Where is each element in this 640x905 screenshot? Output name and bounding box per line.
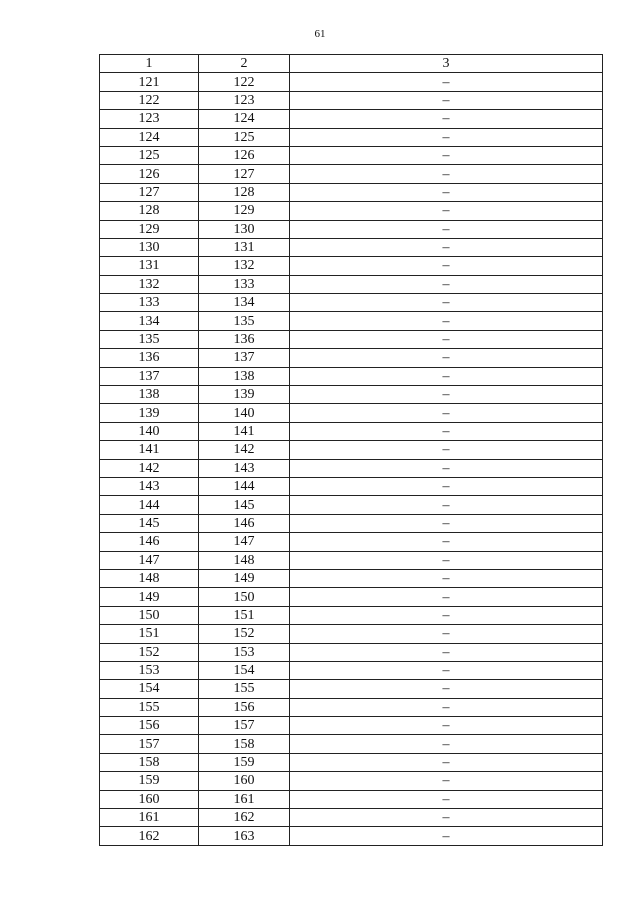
table-cell-col-1: 151 — [100, 625, 199, 643]
table-cell-col-3: – — [290, 551, 603, 569]
table-cell-col-1: 145 — [100, 514, 199, 532]
table-cell-col-3: – — [290, 422, 603, 440]
table-row — [100, 753, 603, 771]
table-row — [100, 496, 603, 514]
table-row — [100, 790, 603, 808]
column-header-2: 2 — [199, 55, 290, 73]
table-body — [100, 73, 603, 845]
table-cell-col-3: – — [290, 809, 603, 827]
table-row — [100, 827, 603, 845]
table-cell-col-3: – — [290, 753, 603, 771]
table-row — [100, 220, 603, 238]
table-cell-col-2: 128 — [199, 183, 290, 201]
table-cell-col-1: 161 — [100, 809, 199, 827]
table-cell-col-3: – — [290, 717, 603, 735]
table-cell-col-2: 143 — [199, 459, 290, 477]
table-row — [100, 643, 603, 661]
table-cell-col-1: 141 — [100, 441, 199, 459]
table-cell-col-3: – — [290, 827, 603, 845]
table-cell-col-1: 143 — [100, 477, 199, 495]
table-cell-col-2: 134 — [199, 294, 290, 312]
table-cell-col-1: 153 — [100, 661, 199, 679]
table-cell-col-3: – — [290, 588, 603, 606]
table-cell-col-1: 154 — [100, 680, 199, 698]
table-cell-col-3: – — [290, 661, 603, 679]
table-cell-col-3: – — [290, 606, 603, 624]
table-cell-col-2: 159 — [199, 753, 290, 771]
table-row — [100, 312, 603, 330]
table-cell-col-3: – — [290, 275, 603, 293]
table-cell-col-3: – — [290, 183, 603, 201]
table-cell-col-1: 132 — [100, 275, 199, 293]
table-cell-col-3: – — [290, 643, 603, 661]
table-cell-col-1: 146 — [100, 533, 199, 551]
table-cell-col-1: 131 — [100, 257, 199, 275]
table-cell-col-2: 149 — [199, 569, 290, 587]
table-cell-col-1: 149 — [100, 588, 199, 606]
table-header-row — [100, 55, 603, 73]
table-cell-col-2: 141 — [199, 422, 290, 440]
table-cell-col-3: – — [290, 91, 603, 109]
table-row — [100, 257, 603, 275]
table-cell-col-2: 160 — [199, 772, 290, 790]
table-cell-col-1: 124 — [100, 128, 199, 146]
table-cell-col-2: 162 — [199, 809, 290, 827]
table-row — [100, 698, 603, 716]
table-row — [100, 294, 603, 312]
table-row — [100, 330, 603, 348]
table-cell-col-2: 146 — [199, 514, 290, 532]
table-cell-col-3: – — [290, 680, 603, 698]
table-cell-col-2: 156 — [199, 698, 290, 716]
table-cell-col-2: 135 — [199, 312, 290, 330]
table-cell-col-3: – — [290, 514, 603, 532]
table-cell-col-3: – — [290, 625, 603, 643]
table-row — [100, 514, 603, 532]
table-cell-col-3: – — [290, 569, 603, 587]
table-cell-col-2: 137 — [199, 349, 290, 367]
table-row — [100, 73, 603, 91]
table-row — [100, 625, 603, 643]
table-cell-col-1: 155 — [100, 698, 199, 716]
table-cell-col-1: 156 — [100, 717, 199, 735]
table-cell-col-1: 127 — [100, 183, 199, 201]
table-cell-col-1: 134 — [100, 312, 199, 330]
table-cell-col-1: 128 — [100, 202, 199, 220]
table-cell-col-1: 135 — [100, 330, 199, 348]
table-cell-col-3: – — [290, 165, 603, 183]
table-cell-col-1: 152 — [100, 643, 199, 661]
table-row — [100, 238, 603, 256]
table-cell-col-1: 148 — [100, 569, 199, 587]
table-row — [100, 441, 603, 459]
table-cell-col-1: 121 — [100, 73, 199, 91]
table-cell-col-1: 136 — [100, 349, 199, 367]
table-cell-col-2: 163 — [199, 827, 290, 845]
table-cell-col-3: – — [290, 698, 603, 716]
column-header-1: 1 — [100, 55, 199, 73]
table-cell-col-3: – — [290, 404, 603, 422]
table-cell-col-1: 126 — [100, 165, 199, 183]
column-header-3: 3 — [290, 55, 603, 73]
table-cell-col-1: 138 — [100, 386, 199, 404]
table-row — [100, 110, 603, 128]
table-cell-col-3: – — [290, 367, 603, 385]
table-row — [100, 680, 603, 698]
table-row — [100, 735, 603, 753]
table-cell-col-1: 140 — [100, 422, 199, 440]
table-cell-col-3: – — [290, 790, 603, 808]
table-cell-col-3: – — [290, 294, 603, 312]
table-row — [100, 717, 603, 735]
table-cell-col-2: 130 — [199, 220, 290, 238]
table-cell-col-2: 123 — [199, 91, 290, 109]
table-cell-col-2: 136 — [199, 330, 290, 348]
table-cell-col-2: 154 — [199, 661, 290, 679]
table-cell-col-2: 144 — [199, 477, 290, 495]
table-row — [100, 367, 603, 385]
table-cell-col-1: 133 — [100, 294, 199, 312]
table-cell-col-1: 147 — [100, 551, 199, 569]
table-row — [100, 569, 603, 587]
table-cell-col-2: 126 — [199, 146, 290, 164]
table-cell-col-3: – — [290, 312, 603, 330]
table-cell-col-1: 162 — [100, 827, 199, 845]
table-cell-col-2: 139 — [199, 386, 290, 404]
table-row — [100, 386, 603, 404]
table-cell-col-3: – — [290, 238, 603, 256]
page-number: 61 — [314, 28, 326, 40]
table-row — [100, 202, 603, 220]
table-row — [100, 128, 603, 146]
table-cell-col-3: – — [290, 441, 603, 459]
table-cell-col-3: – — [290, 496, 603, 514]
table-cell-col-2: 131 — [199, 238, 290, 256]
table-row — [100, 459, 603, 477]
table-cell-col-2: 125 — [199, 128, 290, 146]
table-row — [100, 661, 603, 679]
table-cell-col-3: – — [290, 735, 603, 753]
table-header — [100, 55, 603, 73]
table-cell-col-2: 124 — [199, 110, 290, 128]
table-row — [100, 606, 603, 624]
table-cell-col-3: – — [290, 257, 603, 275]
table-cell-col-3: – — [290, 220, 603, 238]
table-cell-col-1: 160 — [100, 790, 199, 808]
table-row — [100, 809, 603, 827]
table-row — [100, 349, 603, 367]
table-row — [100, 404, 603, 422]
table-cell-col-3: – — [290, 477, 603, 495]
table-cell-col-1: 142 — [100, 459, 199, 477]
table-row — [100, 422, 603, 440]
table-cell-col-3: – — [290, 349, 603, 367]
table-row — [100, 772, 603, 790]
table-cell-col-1: 157 — [100, 735, 199, 753]
table-cell-col-2: 153 — [199, 643, 290, 661]
table-cell-col-1: 139 — [100, 404, 199, 422]
table-row — [100, 91, 603, 109]
table-row — [100, 275, 603, 293]
table-cell-col-1: 123 — [100, 110, 199, 128]
table-cell-col-3: – — [290, 202, 603, 220]
table-row — [100, 588, 603, 606]
table-cell-col-1: 137 — [100, 367, 199, 385]
table-row — [100, 477, 603, 495]
table-cell-col-3: – — [290, 386, 603, 404]
table-cell-col-1: 158 — [100, 753, 199, 771]
table-cell-col-2: 127 — [199, 165, 290, 183]
table-cell-col-2: 151 — [199, 606, 290, 624]
table-cell-col-1: 150 — [100, 606, 199, 624]
table-cell-col-3: – — [290, 533, 603, 551]
table-cell-col-1: 159 — [100, 772, 199, 790]
table-cell-col-3: – — [290, 73, 603, 91]
table-cell-col-1: 122 — [100, 91, 199, 109]
table-cell-col-2: 148 — [199, 551, 290, 569]
table-cell-col-1: 144 — [100, 496, 199, 514]
table-cell-col-3: – — [290, 772, 603, 790]
table-cell-col-1: 125 — [100, 146, 199, 164]
table-cell-col-3: – — [290, 128, 603, 146]
table-cell-col-2: 150 — [199, 588, 290, 606]
table-cell-col-2: 147 — [199, 533, 290, 551]
table-row — [100, 533, 603, 551]
table-cell-col-2: 161 — [199, 790, 290, 808]
table-cell-col-3: – — [290, 110, 603, 128]
table-cell-col-2: 152 — [199, 625, 290, 643]
table-cell-col-1: 129 — [100, 220, 199, 238]
table-cell-col-2: 140 — [199, 404, 290, 422]
data-table — [99, 54, 603, 846]
table-cell-col-2: 158 — [199, 735, 290, 753]
table-cell-col-2: 129 — [199, 202, 290, 220]
table-cell-col-3: – — [290, 146, 603, 164]
table-cell-col-2: 138 — [199, 367, 290, 385]
table-row — [100, 146, 603, 164]
table-cell-col-3: – — [290, 459, 603, 477]
table-cell-col-3: – — [290, 330, 603, 348]
table-cell-col-2: 142 — [199, 441, 290, 459]
table-row — [100, 551, 603, 569]
table-cell-col-2: 157 — [199, 717, 290, 735]
table-row — [100, 183, 603, 201]
table-cell-col-2: 132 — [199, 257, 290, 275]
table-row — [100, 165, 603, 183]
table-cell-col-2: 133 — [199, 275, 290, 293]
table-cell-col-2: 122 — [199, 73, 290, 91]
table-cell-col-2: 155 — [199, 680, 290, 698]
table-cell-col-1: 130 — [100, 238, 199, 256]
table-cell-col-2: 145 — [199, 496, 290, 514]
